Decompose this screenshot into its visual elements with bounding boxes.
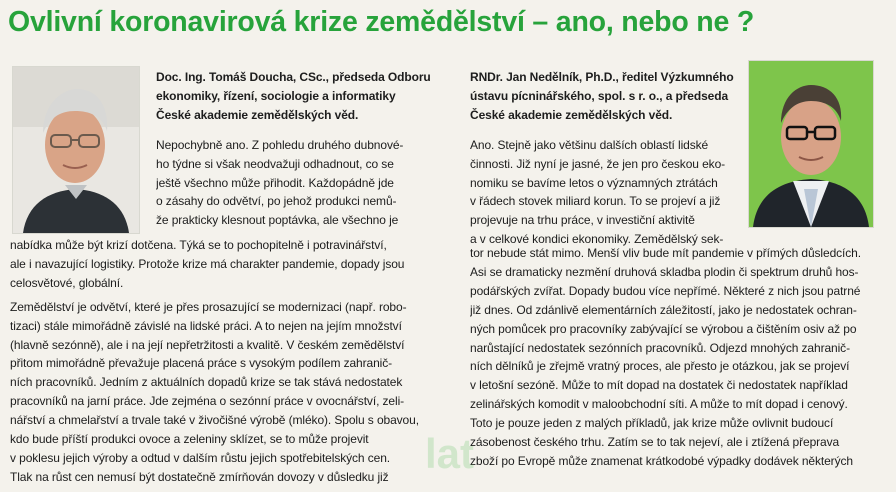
- text-line: projevuje na trhu práce, v investiční aktivitě: [470, 213, 695, 228]
- text-line: již dnes. Od zdánlivě elementárních záležitostí, jako je nedostatek ochran-: [470, 302, 857, 317]
- text-line: České akademie zemědělských věd.: [156, 107, 359, 122]
- portrait-nedelnik-illustration: [749, 61, 873, 227]
- doucha-column-top: [156, 68, 446, 235]
- text-line: a v celkové kondici ekonomiky. Zemědělský sek-: [470, 232, 724, 247]
- nedelnik-intro: [470, 68, 740, 125]
- headline: Ovlivní koronavirová krize zemědělství – ano, nebo ne ?: [8, 6, 755, 38]
- text-line: (hlavně sezónně), ale i na její nepřetržitosti a kvalitě. V českém zemědělství: [10, 337, 405, 352]
- text-line: ekonomiky, řízení, sociologie a informatiky: [156, 88, 396, 103]
- text-line: zboží po Evropě může znamenat krátkodobé výpadky dodávek některých: [470, 453, 853, 468]
- text-line: ních pracovníků. Jedním z aktuálních dopadů krize se tak stává nedostatek: [10, 375, 403, 390]
- text-line: narůstající nedostatek sezónních pracovníků. Odjezd mnohých zahranič-: [470, 340, 850, 355]
- watermark: lat: [425, 430, 475, 477]
- text-line: činnosti. Již nyní je jasné, že jen pro českou eko-: [470, 156, 726, 171]
- text-line: tor nebude stát mimo. Menší vliv bude mít pandemie v přímých důsledcích.: [470, 246, 861, 260]
- doucha-intro: [156, 68, 446, 125]
- text-line: zásobenost českého trhu. Zatím se to tak nejeví, ale i ztížená přeprava: [470, 435, 840, 450]
- text-line: RNDr. Jan Nedělník, Ph.D., ředitel Výzkumného: [470, 70, 734, 84]
- text-line: Ano. Stejně jako většinu dalších oblastí lidské: [470, 137, 709, 152]
- portrait-nedelnik: [748, 60, 874, 228]
- nedelnik-column-wide: [470, 244, 882, 476]
- text-line: ho týdne si však neodvažuji odhadnout, co se: [156, 156, 394, 171]
- text-line: České akademie zemědělských věd.: [470, 107, 673, 122]
- text-line: ných pomůcek pro pracovníky zabývající se výrobou a čištěním osiv až po: [470, 321, 857, 336]
- text-line: ještě všechno může přihodit. Každopádně jde: [156, 175, 394, 190]
- text-line: ních dělníků je zřejmě vratný proces, ale přesto je otázkou, jak se projeví: [470, 359, 850, 374]
- text-line: v letošní sezóně. Může to mít dopad na dostatek či nedostatek například: [470, 378, 848, 393]
- text-line: podářských zvířat. Dopady budou více nepřímé. Některé z nich jsou patrné: [470, 283, 861, 298]
- text-line: že prakticky klesnout poptávka, ale všechno je: [156, 213, 399, 228]
- doucha-paragraph-2: [10, 298, 450, 487]
- nedelnik-column-top: [470, 68, 740, 254]
- portrait-doucha: [12, 66, 140, 234]
- text-line: Nepochybně ano. Z pohledu druhého dubnové-: [156, 137, 404, 152]
- text-line: v poklesu jejich výroby a odtud v dalším růstu jejich spotřebitelských cen.: [10, 450, 391, 465]
- text-line: celosvětové, globální.: [10, 275, 124, 290]
- text-line: nomiku se bavíme letos o významných ztrátách: [470, 175, 718, 190]
- text-line: přitom mimořádně převažuje placená práce s vysokým podílem zahranič-: [10, 356, 393, 371]
- nedelnik-paragraph-1: [470, 136, 740, 249]
- text-line: nářství a chmelařství a trvale také v živočišné výrobě (mléko). Spolu s obavou,: [10, 413, 419, 428]
- doucha-column-wide: [10, 236, 450, 492]
- text-line: Doc. Ing. Tomáš Doucha, CSc., předseda Odboru: [156, 70, 431, 84]
- text-line: pracovníků na jarní práce. Jde zejména o sezónní práce v ovocnářství, zeli-: [10, 394, 405, 409]
- text-line: Toto je pouze jeden z malých příkladů, jak krize může ovlivnit budoucí: [470, 416, 834, 431]
- text-line: tizaci) stále mimořádně závislé na lidské práci. A to nejen na jejím množství: [10, 318, 402, 333]
- text-line: ústavu pícninářského, spol. s r. o., a předseda: [470, 88, 729, 103]
- text-line: o zásahy do odvětví, po jehož produkci nemů-: [156, 194, 397, 209]
- text-line: v řádech stovek miliard korun. To se projeví a již: [470, 194, 721, 209]
- text-line: Tlak na růst cen nemusí být dostatečně zmírňován dovozy v důsledku již: [10, 469, 389, 484]
- text-line: nabídka může být krizí dotčena. Týká se to pochopitelně i potravinářství,: [10, 238, 387, 252]
- text-line: zelinářských komodit v maloobchodní síti. A může to mít dopad i cenový.: [470, 397, 848, 412]
- portrait-doucha-illustration: [13, 67, 139, 233]
- text-line: Zemědělství je odvětví, které je přes prosazující se modernizaci (např. robo-: [10, 299, 407, 314]
- doucha-paragraph-1-cont: [10, 236, 450, 293]
- text-line: kdo bude příští produkci ovoce a zeleniny sklízet, se to může projevit: [10, 432, 369, 447]
- doucha-paragraph-1: [156, 136, 446, 231]
- text-line: Asi se dramaticky nezmění druhová skladba plodin či spektrum druhů hos-: [470, 264, 859, 279]
- nedelnik-paragraph-1-cont: [470, 244, 882, 471]
- text-line: ale i navazující logistiky. Protože krize má charakter pandemie, dopady jsou: [10, 256, 405, 271]
